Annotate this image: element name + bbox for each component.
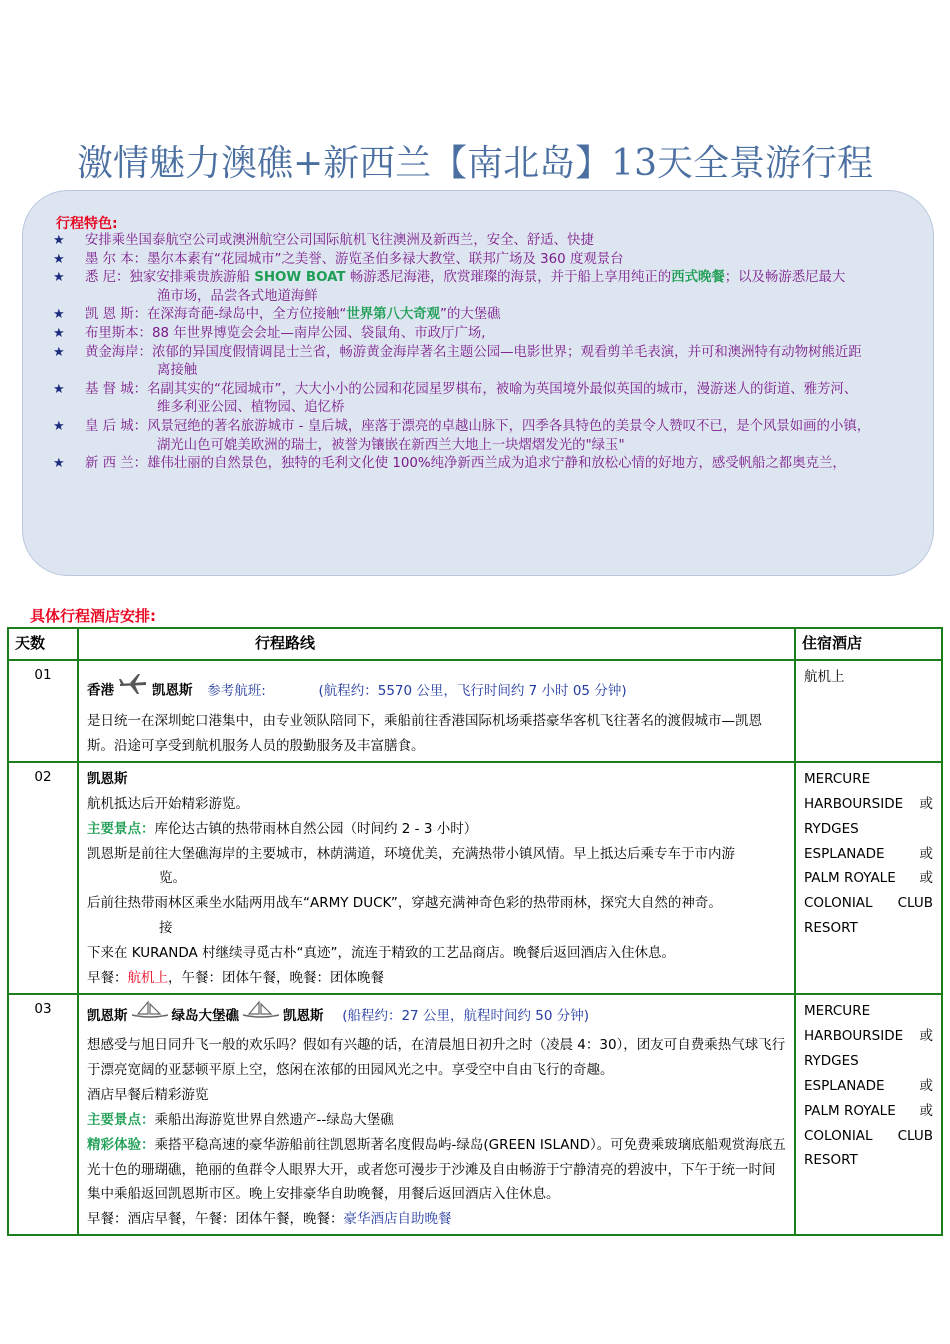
table-row — [8, 762, 942, 994]
sailboat-icon — [241, 999, 281, 1033]
route-cell: 香港 凯恩斯 参考航班: (航程约：5570 公里，飞行时间约 7 小时 05 分钟) 是日统一在深圳蛇口港集中，由专业领队陪同下，乘船前往香港国际机场乘搭豪华客机飞往著名的渡假城市—凯恩斯。沿途可享受到航机服务人员的殷勤服务及丰富膳食。 — [78, 660, 795, 762]
star-icon: ★ — [53, 233, 65, 248]
day-cell: 03 — [8, 994, 78, 1235]
section-label: 具体行程酒店安排: — [30, 607, 156, 625]
hotel-cell: MERCURE HARBOURSIDE 或 RYDGES ESPLANADE 或 PALM ROYALE 或 COLONIAL CLUB RESORT — [795, 762, 942, 994]
airplane-icon — [118, 673, 148, 708]
feature-item: ★ 基 督 城：名副其实的“花园城市”，大大小小的公园和花园星罗棋布，被喻为英国境外最似英国的城市，漫游迷人的街道、雅芳河、 维多利亚公园、植物园、追忆桥 — [53, 381, 858, 416]
table-row — [8, 994, 942, 1235]
day-cell: 01 — [8, 660, 78, 762]
route-heading: 凯恩斯 绿岛大堡礁 凯恩斯 (船程约：27 公里，航程时间约 50 分钟) — [87, 999, 786, 1033]
route-heading: 香港 凯恩斯 参考航班: (航程约：5570 公里，飞行时间约 7 小时 05 分钟) — [87, 673, 786, 707]
star-icon: ★ — [53, 456, 65, 472]
star-icon: ★ — [53, 344, 65, 360]
features-box — [22, 190, 934, 576]
feature-item: ★ 皇 后 城：风景冠绝的著名旅游城市 - 皇后城，座落于漂亮的卓越山脉下，四季各具特色的美景令人赞叹不已，是个风景如画的小镇， 湖光山色可媲美欧洲的瑞士，被誉为镶嵌在新西兰大地上一块熠熠发光的"绿玉" — [53, 418, 871, 453]
header-hotel: 住宿酒店 — [795, 628, 942, 660]
star-icon: ★ — [53, 307, 65, 323]
star-icon: ★ — [53, 381, 65, 397]
star-icon: ★ — [53, 251, 65, 267]
table-row — [8, 660, 942, 762]
route-cell: 凯恩斯 绿岛大堡礁 凯恩斯 (船程约：27 公里，航程时间约 50 分钟) 想感受与旭日同升飞一般的欢乐吗？假如有兴趣的话，在清晨旭日初升之时（凌晨 4：30），团友可自费乘热气球飞行于漂亮宽阔的亚瑟顿平原上空，悠闲在浓郁的田园风光之中。享受空中自由飞行的奇趣。 酒店早餐后精彩游览 主要景点：乘船出海游览世界自然遗产--绿岛大堡礁 精彩体验：乘搭平稳高速的豪华游船前往凯恩斯著名度假岛屿-绿岛(GREEN ISLAND）。可免费乘玻璃底船观赏海底五光十色的珊瑚礁，艳丽的鱼群令人眼界大开，或者您可漫步于沙滩及自由畅游于宁静清亮的碧波中，下午于统一时间集中乘船返回凯恩斯市区。晚上安排豪华自助晚餐，用餐后返回酒店入住休息。 早餐：酒店早餐，午餐：团体午餐，晚餐：豪华酒店自助晚餐 — [78, 994, 795, 1235]
day-cell: 02 — [8, 762, 78, 994]
page-title: 激情魅力澳礁+新西兰【南北岛】13天全景游行程 — [77, 143, 873, 184]
route-cell: 凯恩斯 航机抵达后开始精彩游览。 主要景点：库伦达古镇的热带雨林自然公园（时间约 2 - 3 小时） 凯恩斯是前往大堡礁海岸的主要城市，林荫满道，环境优美，充满热带小镇风情。早上抵达后乘专车于市内游 览。 后前往热带雨林区乘坐水陆两用战车“ARMY DUCK”，穿越充满神奇色彩的热带雨林，探究大自然的神奇。 接 下来在 KURANDA 村继续寻觅古朴“真迹”，流连于精致的工艺品商店。晚餐后返回酒店入住休息。 早餐：航机上，午餐：团体午餐，晚餐：团体晚餐 — [78, 762, 795, 994]
sailboat-icon — [130, 999, 170, 1033]
features-label: 行程特色: — [56, 216, 118, 232]
feature-item: ★ 新 西 兰：雄伟壮丽的自然景色，独特的毛利文化使 100%纯净新西兰成为追求宁静和放松心情的好地方，感受帆船之都奥克兰， — [53, 455, 921, 474]
star-icon: ★ — [53, 325, 65, 341]
star-icon: ★ — [53, 270, 65, 286]
star-icon: ★ — [53, 418, 65, 434]
features-list — [53, 232, 921, 474]
feature-item: ★ 布里斯本：88 年世界博览会会址—南岸公园、袋鼠角、市政厅广场, — [53, 325, 921, 344]
table-header-row — [8, 628, 942, 660]
feature-item: ★ 安排乘坐国泰航空公司或澳洲航空公司国际航机飞往澳洲及新西兰，安全、舒适、快捷 — [53, 232, 921, 251]
feature-item: ★ 凯 恩 斯：在深海奇葩-绿岛中，全方位接触“世界第八大奇观”的大堡礁 — [53, 306, 921, 325]
feature-item: ★ 悉 尼：独家安排乘贵族游船 SHOW BOAT 畅游悉尼海港，欣赏璀璨的海景，并于船上享用纯正的西式晚餐；以及畅游悉尼最大 渔市场，品尝各式地道海鲜 — [53, 270, 846, 304]
feature-item: ★ 黄金海岸：浓郁的异国度假情调昆士兰省，畅游黄金海岸著名主题公园—电影世界；观看剪羊毛表演，并可和澳洲特有动物树熊近距 离接触 — [53, 344, 862, 379]
feature-item: ★ 墨 尔 本：墨尔本素有“花园城市”之美誉、游览圣伯多禄大教堂、联邦广场及 360 度观景台 — [53, 251, 921, 270]
itinerary-table — [7, 627, 943, 1236]
header-route: 行程路线 — [78, 628, 795, 660]
header-day: 天数 — [8, 628, 78, 660]
hotel-cell: MERCURE HARBOURSIDE 或 RYDGES ESPLANADE 或 PALM ROYALE 或 COLONIAL CLUB RESORT — [795, 994, 942, 1235]
hotel-cell: 航机上 — [795, 660, 942, 762]
